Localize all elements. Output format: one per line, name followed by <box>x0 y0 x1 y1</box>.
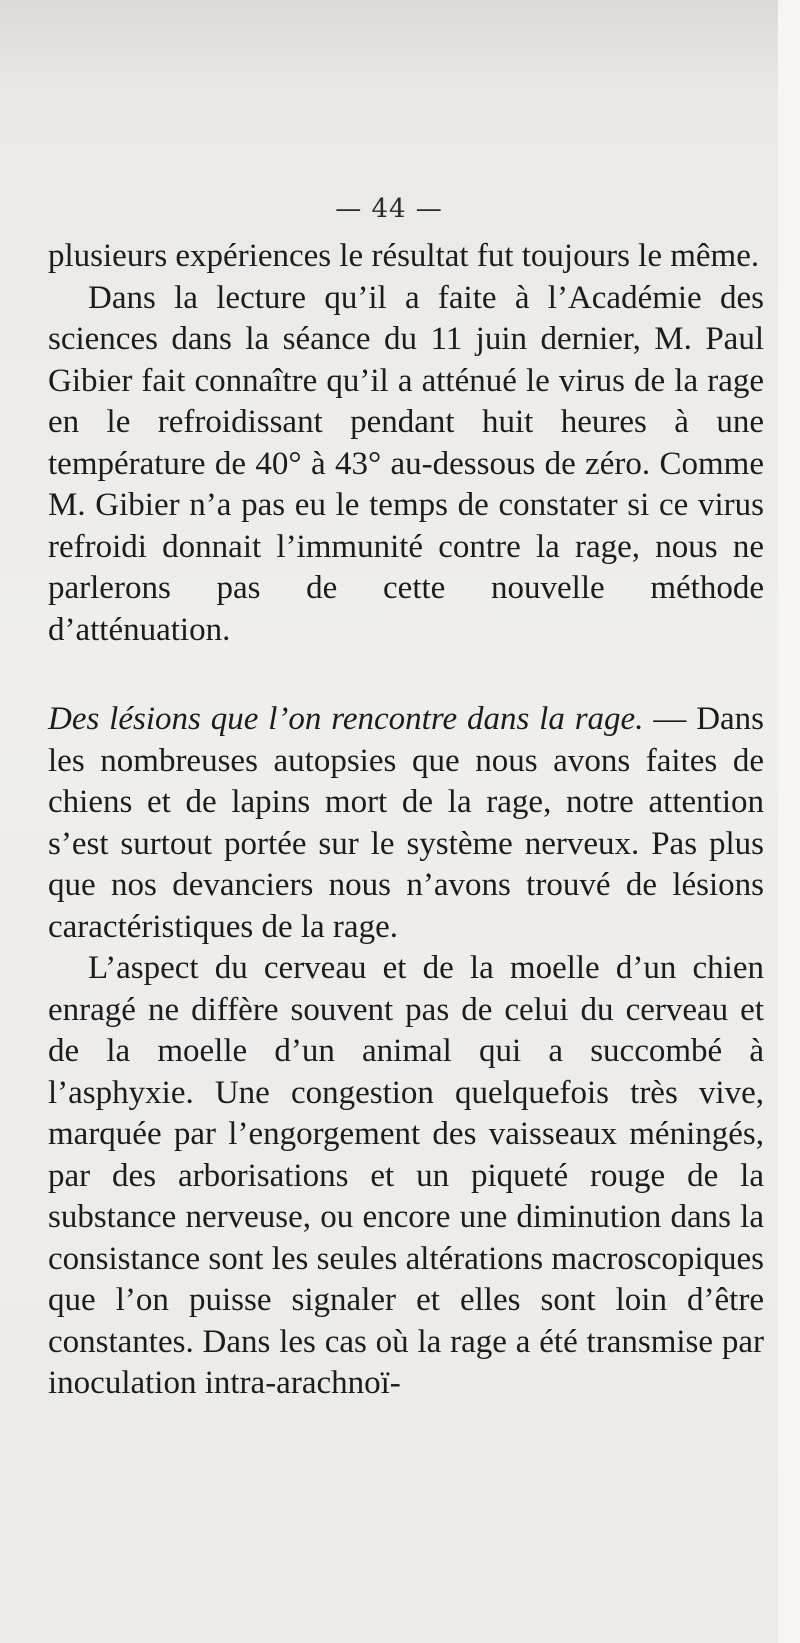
page-text <box>48 236 764 1405</box>
page-number: — 44 — <box>335 194 443 224</box>
paragraph-continuation: plusieurs expériences le résultat fut toujours le même. <box>48 238 760 274</box>
section-heading: Des lésions que l’on rencontre dans la rage. <box>48 701 644 737</box>
paragraph-attenuation: Dans la lecture qu’il a faite à l’Académie des sciences dans la séance du 11 juin dernier, M. Paul Gibier fait connaître qu’il a atténué le virus de la rage en le refroidissant pendant huit heures à une température de 40° à 43° au-dessous de zéro. Comme M. Gibier n’a pas eu le temps de constater si ce virus refroidi donnait l’immunité contre la rage, nous ne parlerons pas de cette nouvelle méthode d’atténuation. <box>48 279 764 648</box>
heading-dash: — <box>643 701 697 737</box>
section-body: Dans les nombreuses autopsies que nous avons faites de chiens et de lapins mort de la rage, notre attention s’est surtout portée sur le système nerveux. Pas plus que nos devanciers nous n’avons trouvé de lésions caractéristiques de la rage. <box>48 701 765 945</box>
paragraph-lesions <box>48 699 764 948</box>
page-edge <box>778 0 800 1643</box>
paragraph-brain-aspect: L’aspect du cerveau et de la moelle d’un chien enragé ne diffère souvent pas de celui du cerveau et de la moelle d’un animal qui a succombé à l’asphyxie. Une congestion quelquefois très vive, marquée par l’engorgement des vaisseaux méningés, par des arborisations et un piqueté rouge de la substance nerveuse, ou encore une diminution dans la consistance sont les seules altérations macroscopiques que l’on puisse signaler et elles sont loin d’être constantes. Dans les cas où la rage a été transmise par inoculation intra-arachnoï- <box>48 950 764 1401</box>
